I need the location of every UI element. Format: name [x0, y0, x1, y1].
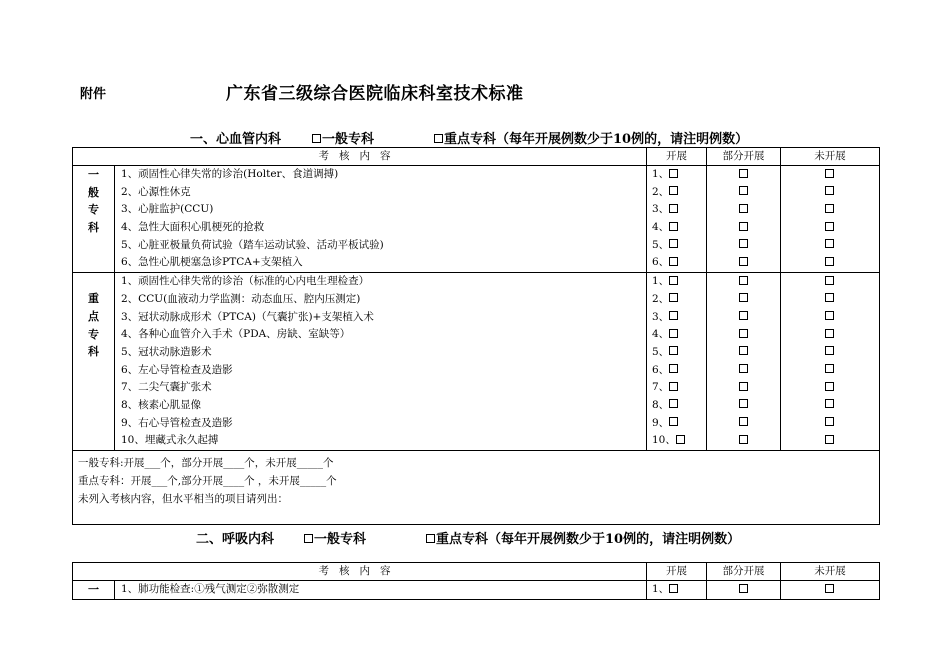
- list-item: 2、心源性休克: [121, 185, 191, 198]
- not-done-column: [781, 273, 880, 451]
- checkbox-icon[interactable]: [669, 329, 678, 338]
- group-general-label: 一 般 专 科: [73, 166, 115, 273]
- summary-unlisted: 未列入考核内容，但水平相当的项目请列出：: [78, 493, 288, 505]
- checkbox-icon[interactable]: [676, 435, 685, 444]
- checkbox-icon[interactable]: [669, 311, 678, 320]
- summary-general: 一般专科:开展___个，部分开展____个，未开展_____个: [78, 457, 334, 469]
- option-key-label: 重点专科（每年开展例数少于10例的，请注明例数）: [444, 132, 749, 147]
- checkbox-icon[interactable]: [434, 134, 443, 143]
- summary-row: [73, 451, 880, 525]
- table-header-row: [73, 148, 880, 166]
- checkbox-icon[interactable]: [825, 169, 834, 178]
- checkbox-icon[interactable]: [669, 399, 678, 408]
- list-item: 5、心脏亚极量负荷试验（踏车运动试验、活动平板试验): [121, 238, 384, 251]
- list-item: 3、心脏监护(CCU): [121, 203, 214, 216]
- header-partial: 部分开展: [707, 148, 781, 166]
- group-general-items: [115, 166, 647, 273]
- header-partial: 部分开展: [707, 563, 781, 581]
- checkbox-icon[interactable]: [669, 276, 678, 285]
- header-content: 考核内容: [73, 148, 647, 166]
- checkbox-icon[interactable]: [739, 435, 748, 444]
- checkbox-icon[interactable]: [739, 382, 748, 391]
- checkbox-icon[interactable]: [825, 311, 834, 320]
- section2-option-key[interactable]: [426, 528, 740, 547]
- checkbox-icon[interactable]: [669, 382, 678, 391]
- table-header-row: [73, 563, 880, 581]
- not-done-column: [781, 166, 880, 273]
- checkbox-icon[interactable]: [825, 435, 834, 444]
- checkbox-icon[interactable]: [669, 222, 678, 231]
- checkbox-icon[interactable]: [739, 222, 748, 231]
- checkbox-icon[interactable]: [825, 364, 834, 373]
- checkbox-icon[interactable]: [825, 239, 834, 248]
- list-item: 1、肺功能检查:①残气测定②弥散测定: [121, 583, 300, 595]
- checkbox-icon[interactable]: [825, 222, 834, 231]
- summary-key: 重点专科：开展___个,部分开展____个 ，未开展_____个: [78, 475, 337, 487]
- checkbox-icon[interactable]: [739, 204, 748, 213]
- list-item: 5、冠状动脉造影术: [121, 345, 212, 358]
- checkbox-icon[interactable]: [739, 257, 748, 266]
- done-column: 1、 2、 3、 4、 5、 6、 7、 8、 9、 10、: [647, 273, 707, 451]
- checkbox-icon[interactable]: [739, 417, 748, 426]
- list-item: 3、冠状动脉成形术（PTCA)（气囊扩张)+支架植入术: [121, 310, 374, 323]
- checkbox-icon[interactable]: [739, 276, 748, 285]
- checkbox-icon[interactable]: [669, 169, 678, 178]
- partial-column: [707, 273, 781, 451]
- group-general-row: [73, 166, 880, 273]
- list-item: 4、各种心血管介入手术（PDA、房缺、室缺等）: [121, 328, 351, 341]
- list-item: 1、顽固性心律失常的诊治（标准的心内电生理检查）: [121, 275, 370, 288]
- attachment-label: 附件: [80, 87, 107, 102]
- checkbox-icon[interactable]: [825, 329, 834, 338]
- checkbox-icon[interactable]: [669, 417, 678, 426]
- header-not-done: 未开展: [781, 148, 880, 166]
- checkbox-icon[interactable]: [825, 276, 834, 285]
- checkbox-icon[interactable]: [669, 186, 678, 195]
- checkbox-icon[interactable]: [739, 311, 748, 320]
- list-item: 10、埋藏式永久起搏: [121, 434, 219, 447]
- list-item: 6、左心导管检查及造影: [121, 363, 233, 376]
- checkbox-icon[interactable]: [669, 293, 678, 302]
- section1-option-general[interactable]: [312, 128, 374, 147]
- checkbox-icon[interactable]: [739, 239, 748, 248]
- list-item: 4、急性大面积心肌梗死的抢救: [121, 221, 265, 234]
- checkbox-icon[interactable]: [739, 399, 748, 408]
- list-item: 1、顽固性心律失常的诊治(Holter、食道调搏): [121, 168, 339, 180]
- checkbox-icon[interactable]: [669, 346, 678, 355]
- checkbox-icon[interactable]: [825, 293, 834, 302]
- checkbox-icon[interactable]: [825, 584, 834, 593]
- group-key-row: [73, 273, 880, 451]
- checkbox-icon[interactable]: [304, 534, 313, 543]
- group-general-label: 一: [73, 581, 115, 600]
- not-done-column: [781, 581, 880, 600]
- checkbox-icon[interactable]: [669, 584, 678, 593]
- section2-table: [72, 562, 880, 600]
- checkbox-icon[interactable]: [739, 186, 748, 195]
- list-item: 8、核素心肌显像: [121, 398, 202, 411]
- checkbox-icon[interactable]: [426, 534, 435, 543]
- checkbox-icon[interactable]: [825, 257, 834, 266]
- list-item: 2、CCU(血液动力学监测：动态血压、腔内压测定): [121, 292, 361, 305]
- checkbox-icon[interactable]: [825, 204, 834, 213]
- section1-heading: 一、心血管内科: [190, 132, 282, 147]
- group-key-label: 重 点 专 科: [73, 273, 115, 451]
- checkbox-icon[interactable]: [739, 293, 748, 302]
- header-content: 考核内容: [73, 563, 647, 581]
- header-done: 开展: [647, 563, 707, 581]
- page-title: 广东省三级综合医院临床科室技术标准: [226, 84, 524, 104]
- checkbox-icon[interactable]: [825, 399, 834, 408]
- option-key-label: 重点专科（每年开展例数少于10例的，请注明例数）: [436, 532, 741, 547]
- group-general-row: [73, 581, 880, 600]
- section1-table: [72, 147, 880, 525]
- checkbox-icon[interactable]: [669, 239, 678, 248]
- checkbox-icon[interactable]: [669, 364, 678, 373]
- list-item: 6、急性心肌梗塞急诊PTCA+支架植入: [121, 256, 303, 269]
- checkbox-icon[interactable]: [825, 382, 834, 391]
- section2-option-general[interactable]: [304, 528, 366, 547]
- list-item: 7、二尖气囊扩张术: [121, 381, 212, 394]
- list-item: 9、右心导管检查及造影: [121, 416, 233, 429]
- header-not-done: 未开展: [781, 563, 880, 581]
- checkbox-icon[interactable]: [739, 329, 748, 338]
- checkbox-icon[interactable]: [312, 134, 321, 143]
- group-key-items: [115, 273, 647, 451]
- section1-option-key[interactable]: [434, 128, 748, 147]
- checkbox-icon[interactable]: [739, 584, 748, 593]
- partial-column: [707, 581, 781, 600]
- checkbox-icon[interactable]: [739, 346, 748, 355]
- option-general-label: 一般专科: [322, 132, 375, 147]
- option-general-label: 一般专科: [314, 532, 367, 547]
- checkbox-icon[interactable]: [739, 169, 748, 178]
- checkbox-icon[interactable]: [825, 346, 834, 355]
- done-column: 1、: [647, 581, 707, 600]
- partial-column: [707, 166, 781, 273]
- checkbox-icon[interactable]: [669, 204, 678, 213]
- summary-block[interactable]: [73, 451, 880, 525]
- header-done: 开展: [647, 148, 707, 166]
- checkbox-icon[interactable]: [739, 364, 748, 373]
- done-column: 1、 2、 3、 4、 5、 6、: [647, 166, 707, 273]
- checkbox-icon[interactable]: [825, 186, 834, 195]
- checkbox-icon[interactable]: [669, 257, 678, 266]
- checkbox-icon[interactable]: [825, 417, 834, 426]
- group-general-items: [115, 581, 647, 600]
- section2-heading: 二、呼吸内科: [196, 532, 275, 547]
